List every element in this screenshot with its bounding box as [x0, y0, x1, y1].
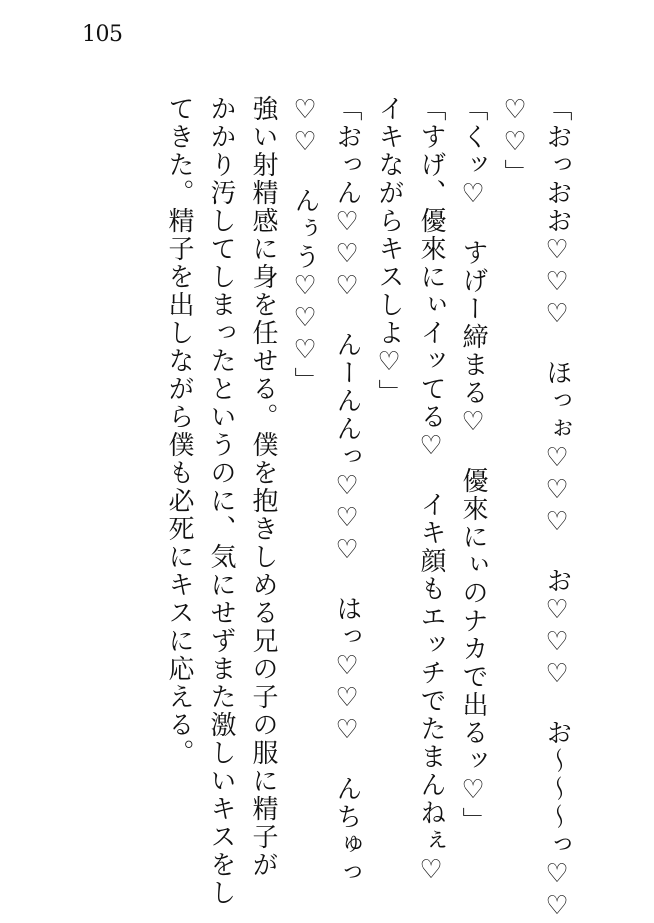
page-number: 105: [82, 22, 123, 47]
text-line-7: ♡♡ んぅう♡♡♡」: [290, 95, 320, 395]
text-line-3: 「くッ♡ すげー締まる♡ 優來にぃのナカで出るッ♡」: [458, 95, 488, 835]
text-line-2: ♡♡」: [500, 95, 530, 187]
text-line-1: 「おっおお♡♡♡ ほっぉ♡♡♡ お♡♡♡ お～～～っ♡♡: [542, 95, 572, 923]
text-line-8: 強い射精感に身を任せる。僕を抱きしめる兄の子の服に精子が: [248, 95, 278, 879]
text-line-4: 「すげ、優來にぃイッてる♡ イキ顔もエッチでたまんねぇ♡: [416, 95, 446, 887]
text-line-10: てきた。精子を出しながら僕も必死にキスに応える。: [164, 95, 194, 767]
text-line-6: 「おっん♡♡♡ んーんんっ♡♡♡ はっ♡♡♡ んちゅっ: [332, 95, 362, 887]
text-line-9: かかり汚してしまったというのに、気にせずまた激しいキスをし: [206, 95, 236, 907]
vertical-text-block: [158, 95, 578, 923]
text-line-5: イキながらキスしよ♡」: [374, 95, 404, 407]
